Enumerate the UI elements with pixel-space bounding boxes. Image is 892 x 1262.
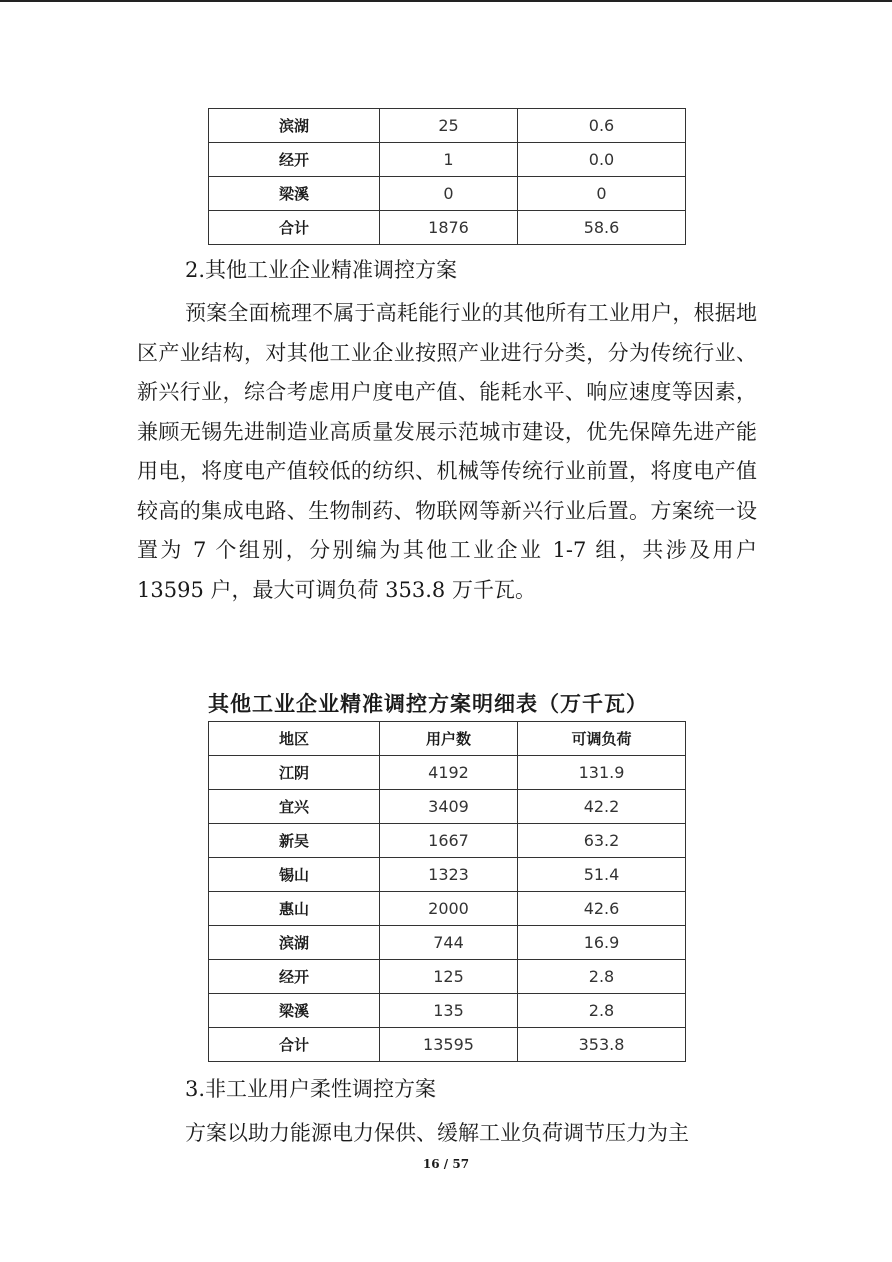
- area-cell: 经开: [209, 143, 380, 177]
- load-cell: 42.6: [518, 892, 686, 926]
- area-cell: 滨湖: [209, 109, 380, 143]
- table-row: [209, 994, 686, 1028]
- paragraph-text: 方案以助力能源电力保供、缓解工业负荷调节压力为主: [185, 1121, 689, 1145]
- load-cell: 0.0: [518, 143, 686, 177]
- table-caption: 其他工业企业精准调控方案明细表（万千瓦）: [208, 692, 648, 716]
- load-cell: 0.6: [518, 109, 686, 143]
- section-2-paragraph: [137, 294, 757, 610]
- area-cell: 经开: [209, 960, 380, 994]
- load-cell: 2.8: [518, 960, 686, 994]
- header-area: 地区: [209, 722, 380, 756]
- users-cell: 2000: [380, 892, 518, 926]
- table-row: [209, 858, 686, 892]
- load-cell: 2.8: [518, 994, 686, 1028]
- section-heading-3: 3.非工业用户柔性调控方案: [185, 1077, 437, 1101]
- users-cell: 1: [380, 143, 518, 177]
- area-cell: 梁溪: [209, 994, 380, 1028]
- detail-table: [208, 721, 686, 1062]
- users-cell: 1667: [380, 824, 518, 858]
- load-cell: 63.2: [518, 824, 686, 858]
- table-row: [209, 960, 686, 994]
- users-cell: 0: [380, 177, 518, 211]
- section-3-paragraph: [137, 1114, 757, 1154]
- area-cell: 江阴: [209, 756, 380, 790]
- header-users: 用户数: [380, 722, 518, 756]
- area-cell: 宜兴: [209, 790, 380, 824]
- users-cell: 1323: [380, 858, 518, 892]
- section-heading-2: 2.其他工业企业精准调控方案: [185, 258, 458, 282]
- area-cell: 合计: [209, 211, 380, 245]
- table-row: [209, 824, 686, 858]
- load-cell: 58.6: [518, 211, 686, 245]
- table-row: [209, 892, 686, 926]
- page-top-border: [0, 0, 892, 2]
- table-header-row: [209, 722, 686, 756]
- users-cell: 125: [380, 960, 518, 994]
- area-cell: 新吴: [209, 824, 380, 858]
- area-cell: 滨湖: [209, 926, 380, 960]
- table-row: [209, 926, 686, 960]
- table-row: [209, 143, 686, 177]
- table-previous-continuation: [208, 108, 686, 245]
- users-cell: 25: [380, 109, 518, 143]
- users-cell: 744: [380, 926, 518, 960]
- users-cell: 13595: [380, 1028, 518, 1062]
- table-row: [209, 790, 686, 824]
- users-cell: 1876: [380, 211, 518, 245]
- load-cell: 51.4: [518, 858, 686, 892]
- page-number: 16 / 57: [422, 1157, 470, 1171]
- users-cell: 135: [380, 994, 518, 1028]
- area-cell: 锡山: [209, 858, 380, 892]
- area-cell: 合计: [209, 1028, 380, 1062]
- table-row: [209, 211, 686, 245]
- load-cell: 353.8: [518, 1028, 686, 1062]
- table-row: [209, 756, 686, 790]
- load-cell: 0: [518, 177, 686, 211]
- users-cell: 3409: [380, 790, 518, 824]
- load-cell: 16.9: [518, 926, 686, 960]
- header-load: 可调负荷: [518, 722, 686, 756]
- load-cell: 131.9: [518, 756, 686, 790]
- users-cell: 4192: [380, 756, 518, 790]
- table-row: [209, 1028, 686, 1062]
- load-cell: 42.2: [518, 790, 686, 824]
- table-row: [209, 109, 686, 143]
- area-cell: 梁溪: [209, 177, 380, 211]
- area-cell: 惠山: [209, 892, 380, 926]
- paragraph-text: 预案全面梳理不属于高耗能行业的其他所有工业用户，根据地区产业结构，对其他工业企业按照产业进行分类，分为传统行业、新兴行业，综合考虑用户度电产值、能耗水平、响应速度等因素，兼顾无锡先进制造业高质量发展示范城市建设，优先保障先进产能用电，将度电产值较低的纺织、机械等传统行业前置，将度电产值较高的集成电路、生物制药、物联网等新兴行业后置。方案统一设置为 7 个组别，分别编为其他工业企业 1-7 组，共涉及用户 13595 户，最大可调负荷 353.8 万千瓦。: [137, 301, 757, 602]
- table-row: [209, 177, 686, 211]
